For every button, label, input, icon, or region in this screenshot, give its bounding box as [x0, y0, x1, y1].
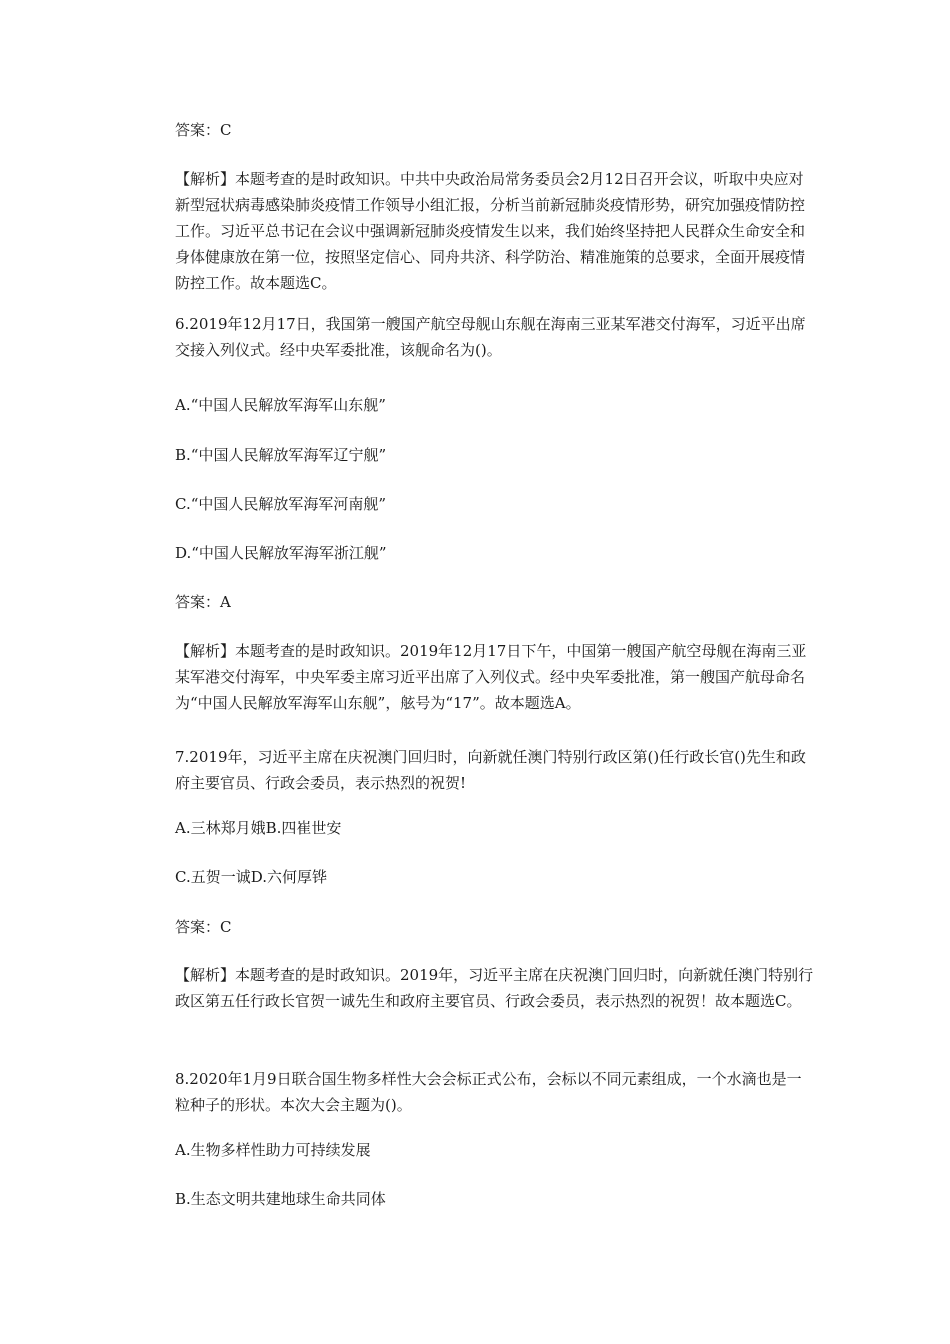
q7-options-ab: A.三林郑月娥B.四崔世安: [175, 819, 342, 837]
q7-question: 7.2019年，习近平主席在庆祝澳门回归时，向新就任澳门特别行政区第()任行政长官()先生和政府主要官员、行政会委员，表示热烈的祝贺!: [175, 748, 806, 792]
q6-question: 6.2019年12月17日，我国第一艘国产航空母舰山东舰在海南三亚某军港交付海军，习近平出席交接入列仪式。经中央军委批准，该舰命名为()。: [175, 315, 806, 359]
q7-options-cd: C.五贺一诚D.六何厚铧: [175, 868, 327, 886]
q8-option-a: A.生物多样性助力可持续发展: [175, 1141, 371, 1159]
q8-question: 8.2020年1月9日联合国生物多样性大会会标正式公布，会标以不同元素组成，一个水滴也是一粒种子的形状。本次大会主题为()。: [175, 1070, 802, 1114]
q6-option-a: A.“中国人民解放军海军山东舰”: [175, 396, 386, 414]
q6-option-c: C.“中国人民解放军海军河南舰”: [175, 495, 387, 513]
q7-analysis: 【解析】本题考查的是时政知识。2019年，习近平主席在庆祝澳门回归时，向新就任澳门特别行政区第五任行政长官贺一诚先生和政府主要官员、行政会委员，表示热烈的祝贺！故本题选C。: [175, 966, 814, 1010]
q6-answer: 答案：A: [175, 593, 231, 611]
q5-answer: 答案：C: [175, 121, 232, 139]
q6-analysis: 【解析】本题考查的是时政知识。2019年12月17日下午，中国第一艘国产航空母舰在海南三亚某军港交付海军，中央军委主席习近平出席了入列仪式。经中央军委批准，第一艘国产航母命名为“中国人民解放军海军山东舰”，舷号为“17”。故本题选A。: [175, 642, 807, 712]
q6-option-d: D.“中国人民解放军海军浙江舰”: [175, 544, 387, 562]
q6-option-b: B.“中国人民解放军海军辽宁舰”: [175, 446, 387, 464]
q5-analysis: 【解析】本题考查的是时政知识。中共中央政治局常务委员会2月12日召开会议，听取中央应对新型冠状病毒感染肺炎疫情工作领导小组汇报，分析当前新冠肺炎疫情形势，研究加强疫情防控工作。习近平总书记在会议中强调新冠肺炎疫情发生以来，我们始终坚持把人民群众生命安全和身体健康放在第一位，按照坚定信心、同舟共济、科学防治、精准施策的总要求，全面开展疫情防控工作。故本题选C。: [175, 170, 806, 292]
q7-answer: 答案：C: [175, 918, 232, 936]
q8-option-b: B.生态文明共建地球生命共同体: [175, 1190, 386, 1208]
